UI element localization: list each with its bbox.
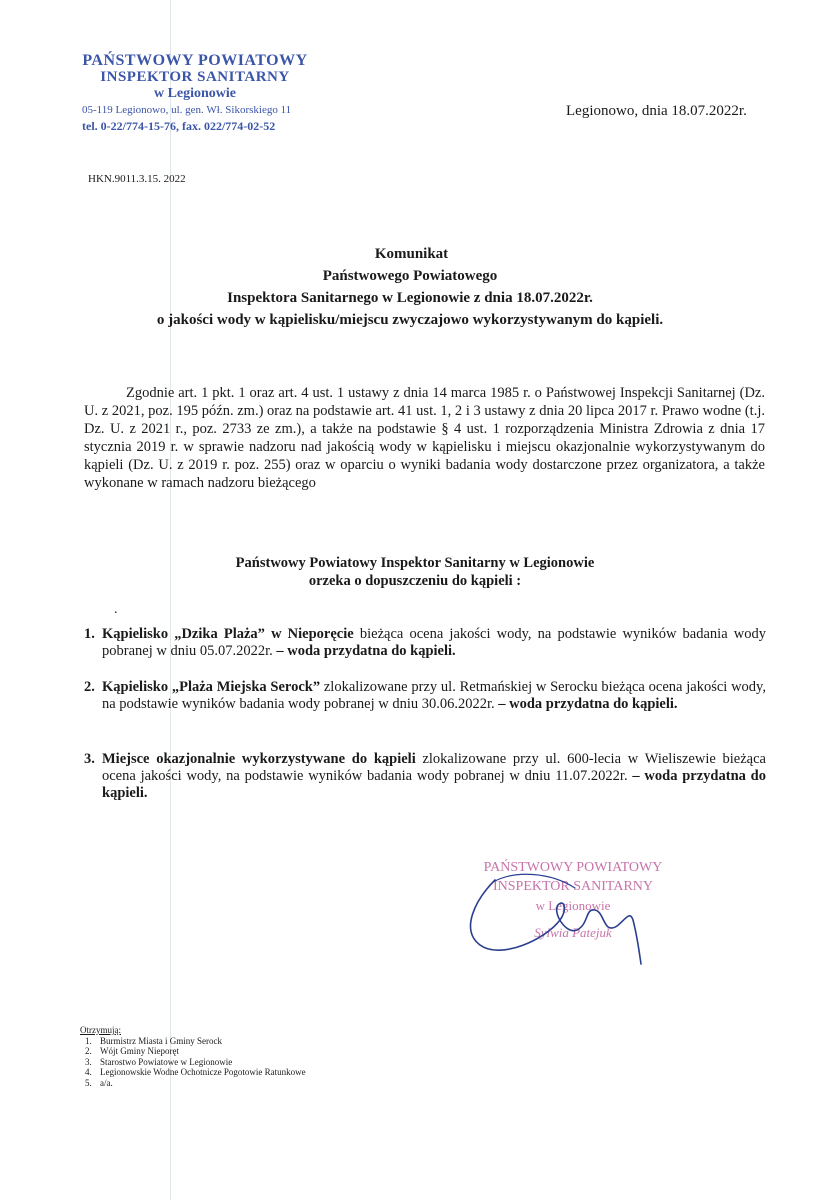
signature-stamp-name: Sylwia Patejuk xyxy=(534,925,612,940)
recipients-heading: Otrzymują: xyxy=(80,1025,121,1035)
stamp-line-3: w Legionowie xyxy=(153,86,237,101)
stamp-phone: tel. 0-22/774-15-76, fax. 022/774-02-52 xyxy=(82,119,276,133)
item-verdict: – woda przydatna do kąpieli. xyxy=(102,768,766,801)
title-line-1: Komunikat xyxy=(374,246,449,262)
signature-stamp-line-1: PAŃSTWOWY POWIATOWY xyxy=(483,860,663,875)
item-text: zlokalizowane przy ul. 600-lecia w Wieliszewie bieżąca ocena jakości wody, na podstawie wyników badania wody pobranej w dniu 11.07.2022r. xyxy=(102,751,766,784)
decision-heading xyxy=(60,554,770,590)
reference-number: HKN.9011.3.15. 2022 xyxy=(88,173,186,185)
recipient-number: 3. xyxy=(85,1056,92,1067)
recipient-number: 5. xyxy=(85,1077,92,1088)
list-item xyxy=(84,751,766,802)
list-item xyxy=(80,1036,306,1047)
recipients-block xyxy=(80,1025,306,1088)
stamp-line-1: PAŃSTWOWY POWIATOWY xyxy=(82,52,308,69)
document-title xyxy=(60,243,760,331)
recipient-number: 2. xyxy=(85,1046,92,1056)
stamp-address: 05-119 Legionowo, ul. gen. Wł. Sikorskiego 11 xyxy=(82,104,292,116)
intro-paragraph xyxy=(84,384,765,492)
item-text: zlokalizowane przy ul. Retmańskiej w Serocku bieżąca ocena jakości wody, na podstawie wyników badania wody pobranej w dniu 30.06.2022r. xyxy=(102,679,766,712)
recipient-name: Wójt Gminy Nieporęt xyxy=(100,1046,179,1056)
recipients-list xyxy=(80,1036,306,1089)
recipient-number: 1. xyxy=(85,1035,92,1046)
recipient-number: 4. xyxy=(85,1067,92,1077)
stamp-line-2: INSPEKTOR SANITARNY xyxy=(100,69,290,85)
list-item xyxy=(84,626,766,660)
place-date: Legionowo, dnia 18.07.2022r. xyxy=(566,103,747,119)
intro-text: Zgodnie art. 1 pkt. 1 oraz art. 4 ust. 1 ustawy z dnia 14 marca 1985 r. o Państwowej Inspekcji Sanitarnej (Dz. U. z 2021, poz. 195 późn. zm.) oraz na podstawie art. 41 ust. 1, 2 i 3 ustawy z dnia 20 lipca 2017 r. Prawo wodne (t.j. Dz. U. z 2021 r., poz. 2733 ze zm.), a także na podstawie § 4 ust. 1 rozporządzenia Ministra Zdrowia z dnia 17 stycznia 2019 r. w sprawie nadzoru nad jakością wody w kąpielisku i miejscu okazjonalnie wykorzystywanym do kąpieli (Dz. U. z 2019 r. poz. 255) oraz w oparciu o wyniki badania wody dostarczone przez organizatora, a także wykonane w ramach nadzoru bieżącego xyxy=(84,385,765,491)
list-item xyxy=(84,679,766,713)
title-line-2: Państwowego Powiatowego xyxy=(322,268,498,284)
item-number: 2. xyxy=(84,679,95,695)
title-line-3: Inspektora Sanitarnego w Legionowie z dnia 18.07.2022r. xyxy=(227,290,593,306)
recipient-name: Starostwo Powiatowe w Legionowie xyxy=(100,1056,233,1067)
item-verdict: – woda przydatna do kąpieli. xyxy=(276,643,456,659)
item-verdict: – woda przydatna do kąpieli. xyxy=(498,696,678,712)
decision-line-1: Państwowy Powiatowy Inspektor Sanitarny w Legionowie xyxy=(235,555,595,571)
handwritten-signature xyxy=(455,860,675,970)
item-site-name: Kąpielisko „Plaża Miejska Serock” xyxy=(102,679,321,695)
list-item xyxy=(80,1046,306,1057)
list-item xyxy=(80,1078,306,1089)
item-site-name: Kąpielisko „Dzika Plaża” w Nieporęcie xyxy=(102,626,354,642)
recipient-name: Legionowskie Wodne Ochotnicze Pogotowie Ratunkowe xyxy=(100,1067,306,1077)
decision-line-2: orzeka o dopuszczeniu do kąpieli : xyxy=(308,573,522,589)
title-line-4: o jakości wody w kąpielisku/miejscu zwyczajowo wykorzystywanym do kąpieli. xyxy=(156,312,664,328)
item-number: 3. xyxy=(84,751,95,767)
recipient-name: a/a. xyxy=(100,1077,113,1088)
list-item xyxy=(80,1057,306,1068)
list-item xyxy=(80,1067,306,1078)
recipient-name: Burmistrz Miasta i Gminy Serock xyxy=(100,1035,222,1046)
item-number: 1. xyxy=(84,626,95,642)
header-stamp xyxy=(60,52,330,134)
stray-mark: . xyxy=(114,602,118,617)
item-text: bieżąca ocena jakości wody, na podstawie wyników badania wody pobranej w dniu 05.07.2022r. xyxy=(102,626,767,659)
signature-stamp-line-2: INSPEKTOR SANITARNY xyxy=(492,879,654,894)
signature-stamp-line-3: w Legionowie xyxy=(535,898,611,913)
bathing-sites-list xyxy=(84,626,766,802)
item-site-name: Miejsce okazjonalnie wykorzystywane do kąpieli xyxy=(102,751,416,767)
